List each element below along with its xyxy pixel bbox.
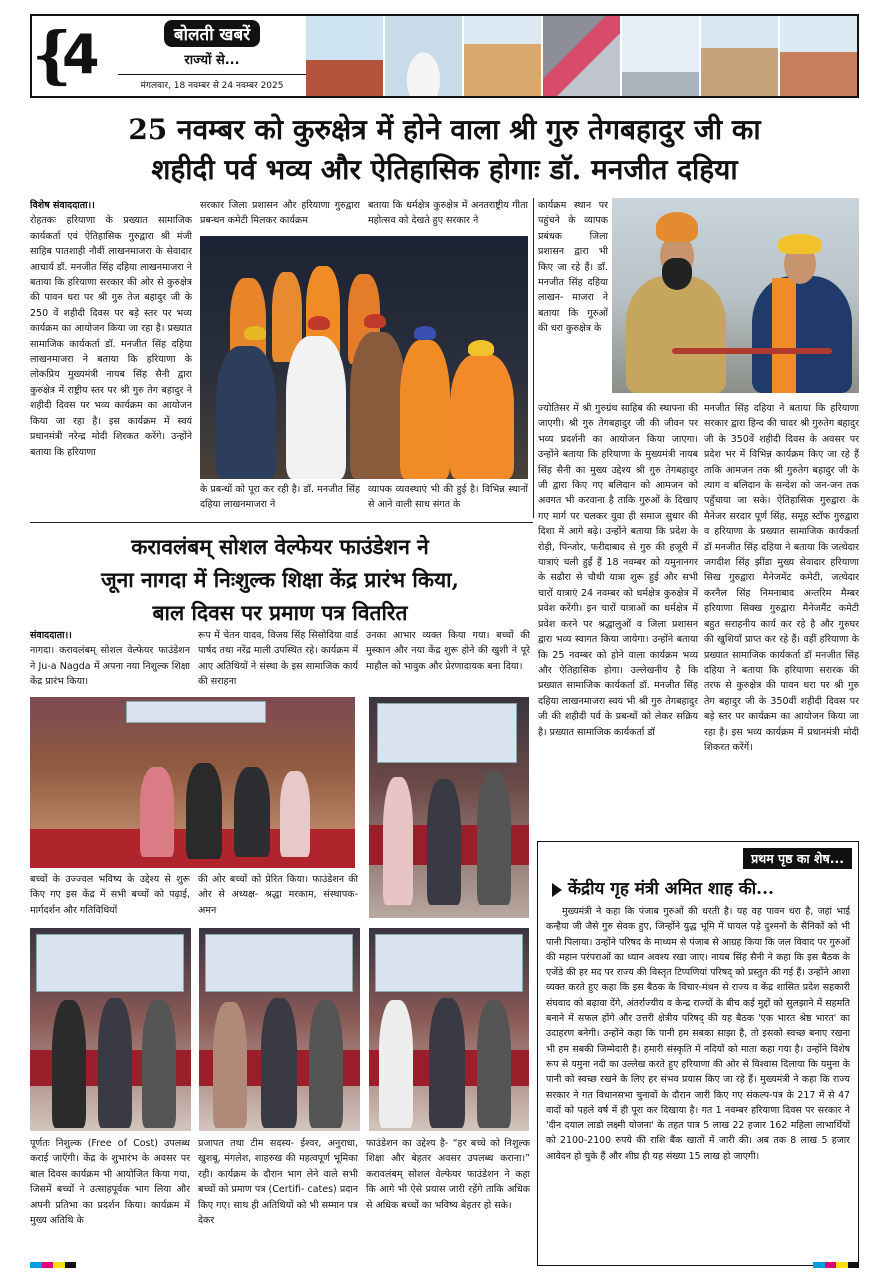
supreme-court-image	[780, 16, 857, 96]
brand-name: बोलती खबरें	[164, 20, 260, 47]
story1-byline: विशेष संवाददाता।।	[30, 200, 95, 211]
story2-bottom-column-3	[366, 1136, 530, 1260]
continued-tag: प्रथम पृष्ठ का शेष...	[743, 848, 852, 869]
story1-col5-text: मनजीत सिंह दहिया ने बताया कि हरियाणा सरकार द्वारा हिन्द की चादर श्री गुरुतेग बहादुर जी के 350वें शहीदी दिवस के अवसर पर प्रदेश भर में विभिन्न कार्यक्रम किए जा रहे हैं ताकि आमजन तक श्री गुरुतेग बहादुर जी के त्याग व बलिदान के सन्देश को जन-जन तक पहुँचाया जा सके। ऐतिहासिक गुरुद्वारा के मैनेजर सरदार पूर्ण सिंह, समूह स्टॉफ गुरुद्वारा व हरियाणा के प्रख्यात सामाजिक कार्यकर्ता डॉ मनजीत सिंह दहिया ने बताया कि जत्थेदार जगदीश सिंह झींडा मुख्य सेवादार हरियाणा सिख गुरुद्वारा मैनेजमेंट कमेटी, जत्थेदार करनैल सिंह निमनाबाद अन्तरिम मैम्बर हरियाणा सिक्ख गुरुद्वारा मैनेजमैंट कमेटी बहुत सराहनीय कार्य कर रहे है और गुरुघर की खुशियाँ प्राप्त कर रहे हैं। वहीं हरियाणा के प्रख्यात सामाजिक कार्यकर्ता डॉ मनजीत सिंह दहिया ने बताया कि हरियाणा सरारक की तरफ से कुरुक्षेत्र की पावन धरा पर श्री गुरु तेग बहादुर जी के 350वीं शहीदी दिवस पर बड़े स्तर पर कार्यक्रम का आयोजन किया जा रहा है। इस भव्य कार्यक्रम में प्रधानमंत्री मोदी शिकरत करेंगें।	[704, 403, 859, 753]
story2-headline-line3: बाल दिवस पर प्रमाण पत्र वितरित	[152, 600, 408, 625]
story1-col1-text: रोहतकः हरियाणा के प्रख्यात सामाजिक कार्यकर्ता एवं ऐतिहासिक गुरुद्वारा श्री मंजी साहिब पातशाही नौवीं लाखनमाजरा के सेवादार आचार्य डॉ. मनजीत सिंह दहिया लाखनमाजरा ने बताया कि हरियाणा सरकार की ओर से कुरुक्षेत्र की पावन धरा पर श्री गुरु तेज बहादुर जी के 250 वें शहीदी दिवस पर बड़े स्तर पर भव्य कार्यक्रम का आयोजन किया जा रहा है। प्रख्यात सामाजिक कार्यकर्ता डॉ. मनजीत सिंह दहिया लाखनमाजरा ने बताया कि हरियाणा के लोकप्रिय मुख्यमंत्री नायब सिंह सैनी द्वारा कुरुक्षेत्र में राष्ट्रीय स्तर पर श्री गुरु तेग बहादुर ने शहीदी दिवस पर भव्य कार्यक्रम का आयोजन किया जा रहा है। इस कार्यक्रम में स्वयं प्रधानमंत्री नरेन्द्र मोदी शिरकत करेंगे। उन्होंने बताया कि हरियाणा	[30, 215, 192, 458]
brace-mark: {	[32, 18, 72, 91]
story1-col2-top-text: सरकार जिला प्रशासन और हरियाणा गुरुद्वारा प्रबन्धन कमेटी मिलकर कार्यक्रम	[200, 200, 360, 227]
certificate-photo-1	[369, 697, 529, 918]
honour-portrait-photo	[612, 198, 859, 393]
brand-tagline: राज्यों से...	[184, 53, 240, 68]
print-colour-bar-left	[30, 1262, 76, 1268]
story1-column-3-top	[368, 198, 528, 230]
masthead	[30, 14, 859, 98]
story1-col3-bottom-text: व्यापक व्यवस्थाएं भी की हुई है। विभिन्न स्थानों से आने वाली साध संगत के	[368, 484, 528, 511]
parliament-image	[701, 16, 778, 96]
certificate-photo-3	[199, 928, 360, 1131]
story2-column-2	[198, 628, 358, 692]
story1-column-2-top	[200, 198, 360, 230]
story2-column-1	[30, 628, 190, 692]
story2-headline	[30, 530, 530, 629]
story2-col1-text: नागदा। करावलंबम् सोशल वेल्फेयर फाउंडेशन ने Ju-a Nagda में अपना नया निशुल्क शिक्षा केंद्र प्रारंभ किया।	[30, 645, 190, 688]
metro-image	[543, 16, 620, 96]
story1-headline-line2: शहीदी पर्व भव्य और ऐतिहासिक होगाः डॉ. मनजीत दहिया	[151, 153, 738, 186]
gurudwara-event-photo	[200, 236, 528, 479]
section-rule	[30, 522, 533, 523]
story1-column-1	[30, 198, 192, 516]
continued-body-text: मुख्यमंत्री ने कहा कि पंजाब गुरुओं की धरती है। यह वह पावन धरा है, जहां भाई कन्हैया जी जैसे गुरु सेवक हुए, जिन्होंने युद्ध भूमि में घायल पड़े दुश्मनों के सैनिकों को भी पानी पिलाया। उन्होंने परिषद के माध्यम से पंजाब से आग्रह किया कि जल विवाद पर गुरुओं की महान परंपराओं का ध्यान अवश्य रखा जाए। नायब सिंह सैनी ने कहा कि इस बैठक के एजेंडे की हर मद पर राज्य की विस्तृत टिप्पणियां परिषद् को प्रस्तुत की गई हैं। उन्होंने आशा व्यक्त करते हुए कहा कि इस बैठक के विचार-मंथन से राज्य व केंद्र शासित प्रदेश सहकारी संघवाद को बढ़ावा देंगे, अंतर्राज्यीय व केन्द्र राज्यों के बीच कई मुद्दों को सुलझाने में सहमति बनाने में सफल होंगे और उत्तरी क्षेत्रीय परिषद् की यह बैठक 'एक भारत श्रेष्ठ भारत' का उदाहरण बनेगी। उन्होंने कहा कि पानी हम सबका साझा है, तो इसको स्वच्छ बनाए रखना भी हम सबकी जिम्मेदारी है। हमारी संस्कृति में नदियों को माता कहा गया है। उन्होंने विशेष रूप से यमुना नदी का उल्लेख करते हुए हरियाणा की ओर से विश्वास दिलाया कि यमुना के पानी को स्वच्छ रखने के लिए हर संभव प्रयास किए जा रहे हैं। मुख्यमंत्री ने कहा कि राज्य सरकार ने गत विधानसभा चुनावों के दौरान जारी किए गए संकल्प-पत्र के 217 में से 47 वादों को पहले वर्ष में ही पूरा कर दिखाया है। गत 1 नवम्बर हरियाणा दिवस पर सरकार ने 'दीन दयाल लाडो लक्ष्मी योजना' के तहत पात्र 5 लाख 22 हजार 162 महिला लाभार्थियों को 2100-2100 रुपये की राशि बैंक खातों में जारी की। अब तक 8 लाख 5 हजार आवेदन हो चुके हैं और शीघ्र ही यह संख्या 15 लाख हो जाएगी।	[546, 906, 850, 1162]
story2-byline: संवाददाता।।	[30, 630, 72, 641]
story2-mid-column-1	[30, 872, 190, 926]
story2-mid-col1-text: बच्चों के उज्ज्वल भविष्य के उद्देश्य से शुरू किए गए इस केंद्र में सभी बच्चों को पढ़ाई, मार्गदर्शन और गतिविधियों	[30, 874, 190, 916]
story2-mid-col2-text: की ओर बच्चों को प्रेरित किया। फाउंडेशन की ओर से अध्यक्ष- श्रद्धा मरकाम, संस्थापक- अमन	[198, 874, 358, 916]
arrow-triangle-icon	[552, 883, 562, 897]
story1-col4-text: ज्योतिसर में श्री गुरुग्रंथ साहिब की स्थापना की जाएगी। श्री गुरु तेगबहादुर जी की जीवन पर भव्य प्रदर्शनी का आयोजन किया जाएगा। उन्होंने बताया कि हरियाणा के मुख्यमंत्री नायब सिंह सैनी का मुख्य उद्देश्य श्री गुरु तेगबहादुर जी द्वारा किए गए बलिदान को आमजन को अवगत भी करवाना है ताकि गुरुओं के दिखाए गए मार्ग पर चलकर युवा ही समाज सुधार की दिशा में आगे बढ़े। उन्होंने बताया कि प्रदेश के रोड़ी, पिन्जोर, फरीदाबाद से गुरु की हजूरी में यात्राएं चली हुईं हैं 18 नवम्बर को यमुनानगर के सढौरा से चौथी यात्रा शुरू हुई और सभी चारों यात्राएं 24 नवम्बर को धर्मक्षेत्र कुरुक्षेत्र में प्रवेश करेंगी। इन चारों यात्राओं का धर्मक्षेत्र में प्रवेश करने पर श्रद्धालुओं व जिला प्रशासन द्वारा भव्य स्वागत किया जायेगा। उन्होंने बताया कि 25 नवम्बर को होने वाला कार्यक्रम भव्य और ऐतिहासिक होगा। उल्लेखनीय है कि प्रख्यात सामाजिक कार्यकर्ता डॉ. मनजीत सिंह दहिया लाखनमाजरा स्वयं भी श्री गुरु तेगबहादुर जी की शहीदी पर्व के प्रबन्धों को लेकर सक्रिय है। प्रख्यात सामाजिक कार्यकर्ता डॉ	[538, 403, 698, 738]
story1-col2-bottom-text: के प्रबन्धों को पूरा कर रही है। डॉ. मनजीत सिंह दहिया लाखनमाजरा ने	[200, 484, 360, 511]
story1-col4-top-text: कार्यक्रम स्थान पर पहुंचने के व्यापक प्रबंधक जिला प्रशासन द्वारा भी किए जा रहे हैं। डॉ. मनजीत सिंह दहिया लाखन- माजरा ने बताया कि गुरुओं की धरा कुरुक्षेत्र के	[538, 200, 608, 335]
certificate-photo-4	[369, 928, 529, 1131]
story2-column-3	[366, 628, 530, 692]
story2-bottom-column-2	[198, 1136, 358, 1260]
story2-bottom-col3-text: फाउंडेशन का उद्देश्य है- “हर बच्चे को निशुल्क शिक्षा और बेहतर अवसर उपलब्ध कराना।” करावलंबम् सोशल वेल्फेयर फाउंडेशन ने कहा कि आगे भी ऐसे प्रयास जारी रहेंगे ताकि अधिक से अधिक बच्चों का भविष्य बेहतर हो सके।	[366, 1138, 530, 1211]
story2-headline-line2: जूना नागदा में निःशुल्क शिक्षा केंद्र प्रारंभ किया,	[101, 567, 459, 592]
continued-title	[552, 876, 774, 899]
story1-column-5	[704, 401, 859, 834]
monument-strip	[306, 16, 857, 96]
certificate-photo-2	[30, 928, 191, 1131]
story2-mid-column-2	[198, 872, 358, 926]
story2-bottom-col2-text: प्रजापत तथा टीम सदस्य- ईश्वर, अनुराधा, खुशबू, मंगलेश, शाहरुख की महत्वपूर्ण भूमिका रही। कार्यक्रम के दौरान भाग लेने वाले सभी बच्चों को प्रमाण पत्र (Certifi- cates) प्रदान किए गए। साथ ही अतिथियों को भी सम्मान पत्र देकर	[198, 1138, 358, 1227]
story1-column-3-bottom	[368, 482, 528, 514]
story1-column-4-top	[538, 198, 608, 401]
story1-headline	[30, 110, 859, 190]
column-rule	[533, 198, 534, 518]
children-group-photo	[30, 697, 355, 868]
story2-col3-text: उनका आभार व्यक्त किया गया। बच्चों की मुस्कान और नया केंद्र शुरू होने की खुशी ने पूरे माहौल को भावुक और प्रेरणादायक बना दिया।	[366, 630, 530, 672]
story2-bottom-column-1	[30, 1136, 190, 1260]
red-fort-image	[306, 16, 383, 96]
story1-col3-top-text: बताया कि धर्मक्षेत्र कुरुक्षेत्र में अनतराष्ट्रीय गीता महोत्सव को देखते हुए सरकार ने	[368, 200, 528, 227]
continued-body	[546, 904, 850, 1258]
continued-title-text: केंद्रीय गृह मंत्री अमित शाह की...	[568, 879, 774, 899]
issue-date: मंगलवार, 18 नवम्बर से 24 नवम्बर 2025	[118, 74, 306, 91]
lotus-temple-image	[385, 16, 462, 96]
story2-col2-text: रूप में चेतन यादव, विजय सिंह सिसोदिया वार्ड पार्षद तथा नरेंद्र माली उपस्थित रहे। कार्यक्रम में आए अतिथियों ने संस्था के इस सामाजिक कार्य की सराहना	[198, 630, 358, 688]
story1-headline-line1: 25 नवम्बर को कुरुक्षेत्र में होने वाला श्री गुरु तेगबहादुर जी का	[128, 113, 761, 146]
story2-bottom-col1-text: पूर्णतः निशुल्क (Free of Cost) उपलब्ध कराई जाएँगी। केंद्र के शुभारंभ के अवसर पर बाल दिवस कार्यक्रम भी आयोजित किया गया, जिसमें बच्चों ने उत्साहपूर्वक भाग लिया और अपनी प्रतिभा का प्रदर्शन किया। कार्यक्रम में मुख्य अतिथि के	[30, 1138, 190, 1227]
story1-column-4	[538, 401, 698, 834]
signature-bridge-image	[622, 16, 699, 96]
page-number: 4	[62, 23, 100, 86]
story2-headline-line1: करावलंबम् सोशल वेल्फेयर फाउंडेशन ने	[131, 534, 429, 559]
brand-block	[118, 16, 306, 96]
continued-story-box	[537, 841, 859, 1266]
print-colour-bar-right	[813, 1262, 859, 1268]
story1-column-2-bottom	[200, 482, 360, 514]
india-gate-image	[464, 16, 541, 96]
